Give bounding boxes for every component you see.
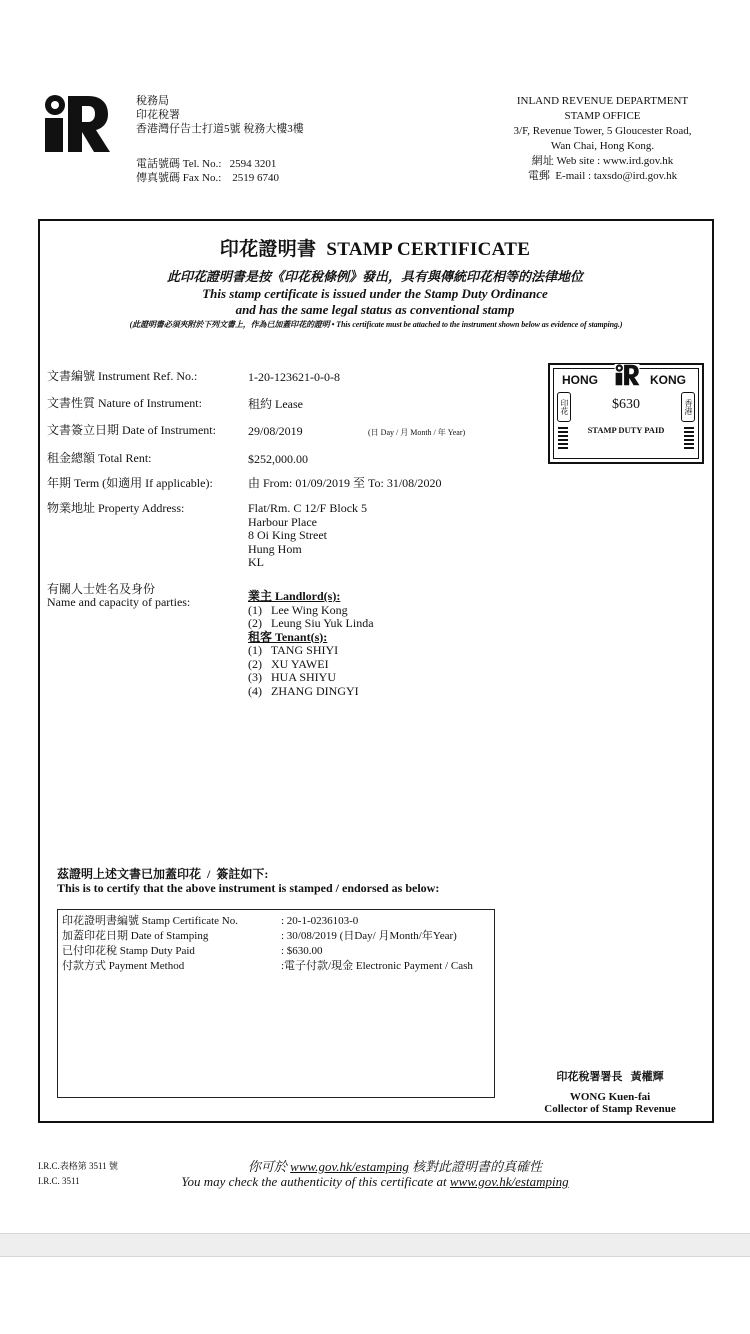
stamp-right-chars: 香港 (681, 392, 695, 422)
stamp-duty-paid-stamp (548, 363, 704, 464)
stamp-hong: HONG (562, 373, 598, 387)
parties-label-en: Name and capacity of parties: (47, 595, 191, 609)
check-zh-suffix: 核對此證明書的真確性 (408, 1159, 543, 1174)
total-rent-label: 租金總額 Total Rent: (47, 451, 152, 465)
tenant-heading: 租客 Tenant(s): (248, 629, 328, 644)
instrument-ref-value: 1-20-123621-0-0-8 (248, 370, 340, 384)
office-name-en: STAMP OFFICE (564, 110, 641, 122)
endorse-en: This is to certify that the above instrument is stamped / endorsed as below: (57, 881, 440, 895)
header-right-address (480, 94, 725, 184)
check-zh-prefix: 你可於 (247, 1159, 291, 1174)
address-en-line1: 3/F, Revenue Tower, 5 Gloucester Road, (513, 125, 692, 137)
certificate-title: 印花證明書 STAMP CERTIFICATE (219, 239, 531, 260)
payment-method-value: :電子付款/現金 Electronic Payment / Cash (281, 960, 473, 972)
duty-paid-label: 已付印花稅 Stamp Duty Paid (62, 945, 195, 957)
stamp-ird-logo (614, 364, 640, 386)
property-address-value (248, 502, 367, 570)
term-value: 由 From: 01/09/2019 至 To: 31/08/2020 (248, 476, 442, 490)
subtitle-en-line2: and has the same legal status as conventional stamp (235, 302, 515, 317)
payment-method-label: 付款方式 Payment Method (62, 960, 185, 972)
address-line: Harbour Place (248, 514, 317, 529)
total-rent-value: $252,000.00 (248, 452, 308, 466)
landlord-item: (2) Leung Siu Yuk Linda (248, 616, 374, 630)
tenant-item: (4) ZHANG DINGYI (248, 683, 359, 698)
tenant-item: (2) XU YAWEI (248, 656, 329, 671)
address-line: KL (248, 555, 264, 569)
estamping-link-en[interactable]: www.gov.hk/estamping (449, 1174, 569, 1189)
dept-name-en: INLAND REVENUE DEPARTMENT (516, 95, 689, 107)
header-left-address (136, 94, 304, 136)
tenant-item: (1) TANG SHIYI (248, 643, 339, 657)
address-zh: 香港灣仔告士打道5號 稅務大樓3樓 (136, 123, 304, 135)
date-format-hint: (日 Day / 月 Month / 年 Year) (368, 428, 466, 437)
parties-value (248, 590, 374, 698)
landlord-item: (1) Lee Wing Kong (248, 602, 348, 617)
ird-logo (42, 94, 110, 154)
check-authenticity-en (0, 1174, 750, 1190)
subtitle-zh: 此印花證明書是按《印花稅條例》發出，具有與傳統印花相等的法律地位 (166, 269, 583, 284)
parties-label (47, 583, 190, 609)
endorse-zh: 茲證明上述文書已加蓋印花 / 簽註如下: (57, 867, 269, 881)
signatory-name: WONG Kuen-fai (569, 1091, 651, 1103)
check-en-prefix: You may check the authenticity of this certificate at (181, 1174, 450, 1189)
signatory-title: Collector of Stamp Revenue (544, 1103, 676, 1115)
tenant-item: (3) HUA SHIYU (248, 670, 336, 684)
address-line: Flat/Rm. C 12/F Block 5 (248, 501, 368, 515)
form-number-zh: I.R.C.表格第 3511 號 (38, 1161, 118, 1171)
cert-no-value: : 20-1-0236103-0 (281, 915, 359, 927)
nature-value: 租約 Lease (248, 397, 303, 411)
stamp-duty-paid-text: STAMP DUTY PAID (587, 425, 665, 435)
dept-name-zh: 稅務局 (136, 95, 169, 107)
landlord-heading: 業主 Landlord(s): (248, 589, 341, 603)
parties-label-zh: 有關人士姓名及身份 (47, 582, 156, 596)
address-en-line2: Wan Chai, Hong Kong. (550, 140, 655, 152)
stamp-amount: $630 (612, 397, 640, 412)
address-line: Hung Hom (248, 541, 302, 556)
form-number-en: I.R.C. 3511 (38, 1176, 80, 1186)
check-authenticity-zh (0, 1156, 750, 1175)
instrument-ref-label: 文書編號 Instrument Ref. No.: (47, 369, 198, 383)
office-name-zh: 印花稅署 (136, 109, 180, 121)
stamping-date-value: : 30/08/2019 (日Day/ 月Month/年Year) (281, 930, 457, 942)
date-of-instrument-value: 29/08/2019 (248, 424, 303, 438)
viewer-bottom-bar (0, 1233, 750, 1257)
stamping-date-label: 加蓋印花日期 Date of Stamping (62, 930, 209, 942)
email[interactable]: 電郵 E-mail : taxsdo@ird.gov.hk (527, 170, 678, 182)
subtitle-en-line1: This stamp certificate is issued under the Stamp Duty Ordinance (202, 286, 548, 301)
stamp-right-ornament (684, 425, 694, 449)
stamp-left-ornament (558, 425, 568, 449)
property-address-label: 物業地址 Property Address: (47, 501, 185, 515)
stamp-left-chars: 印花 (557, 392, 571, 422)
fax-number: 傳真號碼 Fax No.: 2519 6740 (136, 172, 279, 184)
term-label: 年期 Term (如適用 If applicable): (47, 476, 213, 490)
duty-paid-value: : $630.00 (281, 945, 323, 957)
stamp-kong: KONG (650, 373, 686, 387)
signatory-zh: 印花稅署署長 黃權輝 (556, 1071, 664, 1083)
website[interactable]: 網址 Web site : www.ird.gov.hk (531, 155, 674, 167)
nature-label: 文書性質 Nature of Instrument: (47, 396, 202, 410)
date-of-instrument-label: 文書簽立日期 Date of Instrument: (47, 423, 216, 437)
estamping-link-zh[interactable]: www.gov.hk/estamping (290, 1159, 409, 1174)
header-contact (136, 157, 279, 185)
address-line: 8 Oi King Street (248, 528, 327, 542)
cert-no-label: 印花證明書編號 Stamp Certificate No. (62, 915, 238, 927)
tel-number: 電話號碼 Tel. No.: 2594 3201 (136, 158, 277, 170)
attach-note: (此證明書必須夾附於下列文書上，作為已加蓋印花的證明 • This certificate must be attached to the instrument shown below as evidence of stamping.) (129, 320, 623, 329)
